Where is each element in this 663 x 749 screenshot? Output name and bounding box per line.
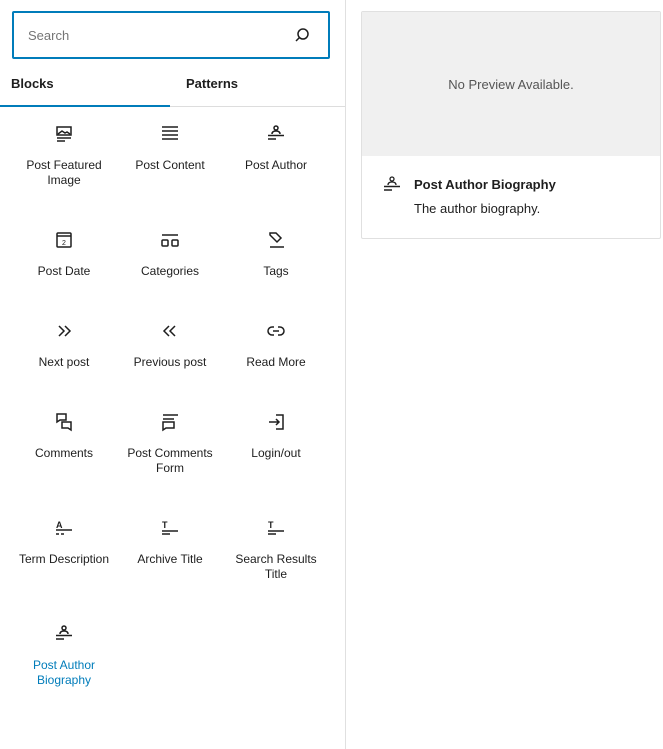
- svg-text:T: T: [162, 520, 168, 530]
- block-preview-card: [361, 11, 661, 239]
- block-item-tags[interactable]: [223, 216, 329, 307]
- block-label: Post Date: [37, 264, 91, 278]
- block-label: Post Content: [135, 158, 205, 172]
- block-label: Archive Title: [137, 552, 203, 566]
- comments-icon: [52, 410, 76, 434]
- no-preview-text: No Preview Available.: [448, 76, 574, 92]
- block-item-categories[interactable]: [117, 216, 223, 307]
- block-label: Next post: [38, 355, 90, 369]
- block-label: Comments: [34, 446, 93, 460]
- block-label: Previous post: [133, 355, 207, 369]
- search-icon[interactable]: [290, 23, 314, 47]
- featured-image-icon: [52, 122, 76, 146]
- post-author-icon: [52, 622, 76, 646]
- tab-blocks[interactable]: Blocks: [0, 60, 170, 106]
- block-item-previous-post[interactable]: [117, 307, 223, 398]
- block-item-post-comments-form[interactable]: [117, 398, 223, 504]
- block-item-post-author-biography[interactable]: [11, 610, 117, 716]
- comment-form-icon: [158, 410, 182, 434]
- calendar-icon: [52, 228, 76, 252]
- search-input[interactable]: [28, 28, 290, 43]
- search-field[interactable]: [12, 11, 330, 59]
- login-icon: [264, 410, 288, 434]
- post-author-icon: [380, 173, 404, 197]
- preview-area: [362, 12, 660, 156]
- block-item-read-more[interactable]: [223, 307, 329, 398]
- post-author-icon: [264, 122, 288, 146]
- title-icon: [158, 516, 182, 540]
- block-item-post-content[interactable]: [117, 110, 223, 216]
- block-label: Login/out: [251, 446, 301, 460]
- block-item-login-out[interactable]: [223, 398, 329, 504]
- tab-patterns[interactable]: Patterns: [186, 75, 239, 91]
- block-label: Tags: [263, 264, 289, 278]
- block-label: Read More: [246, 355, 306, 369]
- block-item-post-date[interactable]: [11, 216, 117, 307]
- tag-icon: [264, 228, 288, 252]
- block-label: Search Results Title: [235, 552, 317, 581]
- block-item-term-description[interactable]: [11, 504, 117, 610]
- block-label: Post Featured Image: [26, 158, 102, 187]
- preview-description: The author biography.: [414, 201, 541, 216]
- link-icon: [264, 319, 288, 343]
- block-item-post-featured-image[interactable]: [11, 110, 117, 216]
- block-label: Post Author Biography: [32, 658, 96, 687]
- block-grid: [11, 110, 329, 716]
- svg-text:A: A: [56, 520, 63, 530]
- post-content-icon: [158, 122, 182, 146]
- block-item-comments[interactable]: [11, 398, 117, 504]
- block-item-post-author[interactable]: [223, 110, 329, 216]
- chevrons-left-icon: [158, 319, 182, 343]
- title-icon: [264, 516, 288, 540]
- categories-icon: [158, 228, 182, 252]
- block-item-next-post[interactable]: [11, 307, 117, 398]
- chevrons-right-icon: [52, 319, 76, 343]
- block-item-search-results-title[interactable]: [223, 504, 329, 610]
- block-label: Post Comments Form: [127, 446, 213, 475]
- tab-bar: [0, 60, 345, 107]
- block-label: Term Description: [18, 552, 110, 566]
- term-description-icon: [52, 516, 76, 540]
- svg-text:2: 2: [62, 240, 66, 247]
- preview-title: Post Author Biography: [414, 177, 556, 192]
- block-label: Post Author: [244, 158, 308, 172]
- svg-text:T: T: [268, 520, 274, 530]
- block-item-archive-title[interactable]: [117, 504, 223, 610]
- block-label: Categories: [140, 264, 200, 278]
